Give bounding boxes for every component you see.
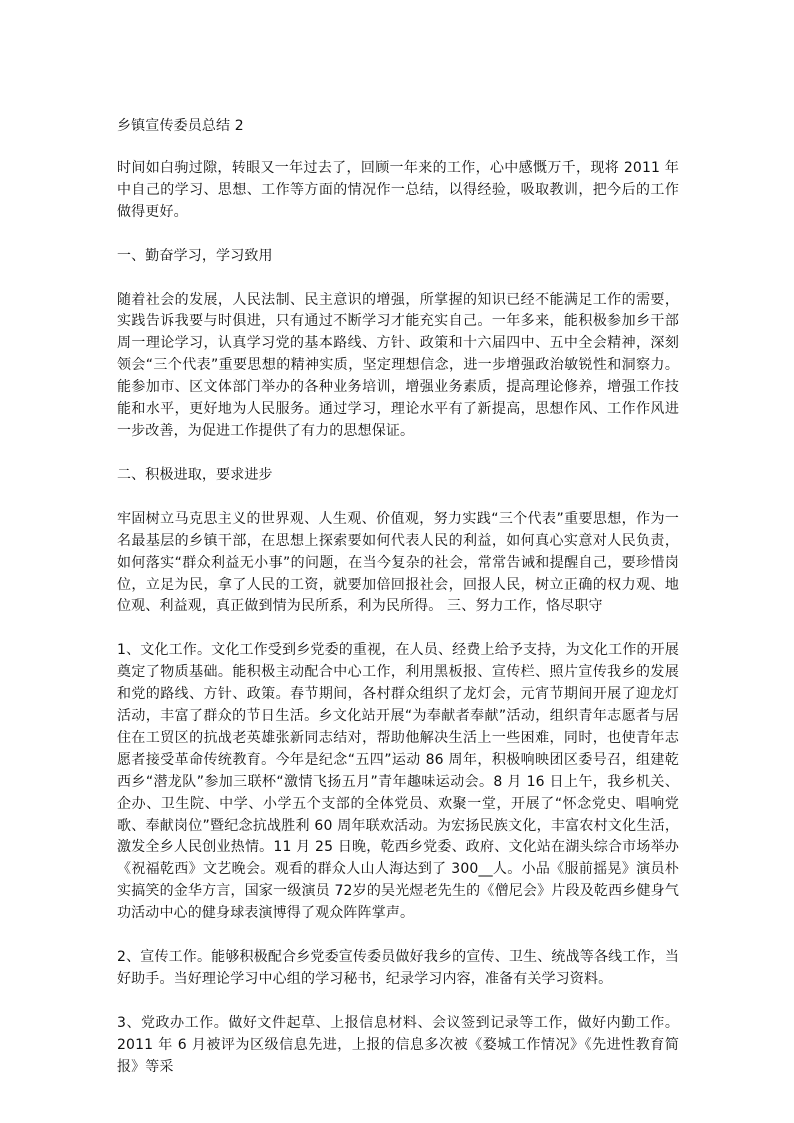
section-1-paragraph: 随着社会的发展，人民法制、民主意识的增强，所掌握的知识已经不能满足工作的需要，实践告诉我要与时俱进，只有通过不断学习才能充实自己。一年多来，能积极参加乡干部周一理论学习，认真学习党的基本路线、方针、政策和十六届四中、五中全会精神，深刻领会“三个代表”重要思想的精神实质，坚定理想信念，进一步增强政治敏锐性和洞察力。能参加市、区文体部门举办的各种业务培训，增强业务素质，提高理论修养，增强工作技能和水平，更好地为人民服务。通过学习，理论水平有了新提高，思想作风、工作作风进一步改善，为促进工作提供了有力的思想保证。: [117, 291, 679, 439]
section-2-paragraph: 牢固树立马克思主义的世界观、人生观、价值观，努力实践“三个代表”重要思想，作为一名最基层的乡镇干部，在思想上探索要如何代表人民的利益，如何真心实意对人民负责，如何落实“群众利益无小事”的问题，在当今复杂的社会，常常告诫和提醒自己，要珍惜岗位，立足为民，拿了人民的工资，就要加倍回报社会，回报人民，树立正确的权力观、地位观、利益观，真正做到情为民所系，利为民所得。 三、努力工作，恪尽职守: [117, 510, 679, 615]
item-3-office-paragraph: 3、党政办工作。做好文件起草、上报信息材料、会议签到记录等工作，做好内勤工作。2011 年 6 月被评为区级信息先进，上报的信息多次被《婺城工作情况》《先进性教育简报》等采: [117, 1014, 679, 1075]
item-1-culture-paragraph: 1、文化工作。文化工作受到乡党委的重视，在人员、经费上给予支持，为文化工作的开展奠定了物质基础。能积极主动配合中心工作，利用黑板报、宣传栏、照片宣传我乡的发展和党的路线、方针、政策。春节期间，各村群众组织了龙灯会，元宵节期间开展了迎龙灯活动，丰富了群众的节日生活。乡文化站开展“为奉献者奉献”活动，组织青年志愿者与居住在工贸区的抗战老英雄张新同志结对，帮助他解决生活上一些困难，同时，也使青年志愿者接受革命传统教育。今年是纪念“五四”运动 86 周年，积极响映团区委号召，组建乾西乡“潜龙队”参加三联杯“激情飞扬五月”青年趣味运动会。8 月 16 日上午，我乡机关、企办、卫生院、中学、小学五个支部的全体党员、欢聚一堂，开展了“怀念党史、唱响党歌、奉献岗位”暨纪念抗战胜利 60 周年联欢活动。为宏扬民族文化，丰富农村文化生活，激发全乡人民创业热情。11 月 25 日晚，乾西乡党委、政府、文化站在湖头综合市场举办《祝福乾西》文艺晚会。观看的群众人山人海达到了 300__人。小品《服前摇晃》演员朴实搞笑的金华方言，国家一级演员 72岁的吴光煜老先生的《僧尼会》片段及乾西乡健身气功活动中心的健身球表演博得了观众阵阵掌声。: [117, 642, 679, 922]
document-title: 乡镇宣传委员总结 2: [117, 118, 244, 134]
section-1-heading: 一、勤奋学习，学习致用: [117, 247, 273, 264]
intro-paragraph: 时间如白驹过隙，转眼又一年过去了，回顾一年来的工作，心中感慨万千，现将 2011 年中自己的学习、思想、工作等方面的情况作一总结，以得经验，吸取教训，把今后的工作做得更好。: [117, 159, 679, 220]
document-page: [117, 116, 679, 1079]
item-2-publicity-paragraph: 2、宣传工作。能够积极配合乡党委宣传委员做好我乡的宣传、卫生、统战等各线工作，当好助手。当好理论学习中心组的学习秘书，纪录学习内容，准备有关学习资料。: [117, 949, 679, 987]
section-2-heading: 二、积极进取，要求进步: [117, 466, 273, 483]
